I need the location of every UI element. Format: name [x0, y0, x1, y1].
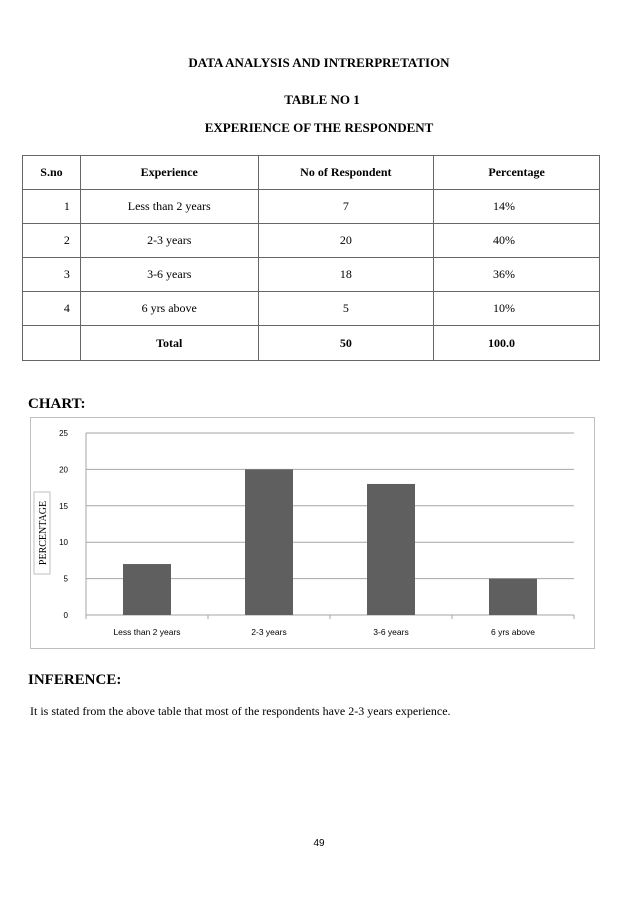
- bar-1: [123, 564, 171, 615]
- y-tick-label: 5: [63, 574, 68, 584]
- document-main-heading: DATA ANALYSIS AND INTRERPRETATION: [188, 55, 450, 70]
- cell-percentage: 14%: [434, 190, 600, 224]
- bar-2: [245, 469, 293, 615]
- cell-percentage: 40%: [434, 224, 600, 258]
- header-experience: Experience: [80, 156, 258, 190]
- cell-sno: 1: [23, 190, 81, 224]
- bar-chart: [30, 417, 595, 649]
- y-tick-label: 20: [59, 465, 68, 475]
- table-row: [23, 190, 600, 224]
- y-tick-label: 10: [59, 538, 68, 548]
- inference-text: It is stated from the above table that most of the respondents have 2-3 years experience.: [30, 704, 451, 718]
- cell-respondents: 18: [258, 258, 434, 292]
- x-tick-label: 6 yrs above: [491, 627, 535, 637]
- cell-experience: Less than 2 years: [80, 190, 258, 224]
- cell-respondents: 7: [258, 190, 434, 224]
- total-cell-sno: [23, 326, 81, 361]
- chart-heading: CHART:: [28, 396, 86, 412]
- cell-sno: 4: [23, 292, 81, 326]
- inference-heading: INFERENCE:: [28, 672, 122, 688]
- bar-4: [489, 579, 537, 615]
- cell-respondents: 5: [258, 292, 434, 326]
- x-tick-label: 3-6 years: [373, 627, 409, 637]
- header-sno: S.no: [23, 156, 81, 190]
- bar-3: [367, 484, 415, 615]
- cell-percentage: 36%: [434, 258, 600, 292]
- cell-experience: 2-3 years: [80, 224, 258, 258]
- chart-svg: [31, 418, 594, 648]
- cell-sno: 2: [23, 224, 81, 258]
- cell-sno: 3: [23, 258, 81, 292]
- table-total-row: [23, 326, 600, 361]
- x-tick-label: 2-3 years: [251, 627, 287, 637]
- table-row: [23, 258, 600, 292]
- page-number: 49: [313, 838, 325, 849]
- cell-experience: 6 yrs above: [80, 292, 258, 326]
- total-percentage: 100.0: [434, 326, 600, 361]
- total-respondents: 50: [258, 326, 434, 361]
- header-percentage: Percentage: [434, 156, 600, 190]
- table-subheading: EXPERIENCE OF THE RESPONDENT: [204, 120, 434, 135]
- cell-percentage: 10%: [434, 292, 600, 326]
- table-heading: TABLE NO 1: [284, 92, 360, 107]
- experience-table: [22, 155, 600, 361]
- y-axis-label: PERCENTAGE: [38, 500, 49, 566]
- header-respondents: No of Respondent: [258, 156, 434, 190]
- x-tick-label: Less than 2 years: [113, 627, 181, 637]
- y-tick-label: 15: [59, 501, 68, 511]
- y-tick-label: 0: [63, 611, 68, 620]
- table-header-row: [23, 156, 600, 190]
- cell-experience: 3-6 years: [80, 258, 258, 292]
- cell-respondents: 20: [258, 224, 434, 258]
- y-tick-label: 25: [59, 429, 68, 438]
- table-row: [23, 224, 600, 258]
- total-label: Total: [80, 326, 258, 361]
- table-row: [23, 292, 600, 326]
